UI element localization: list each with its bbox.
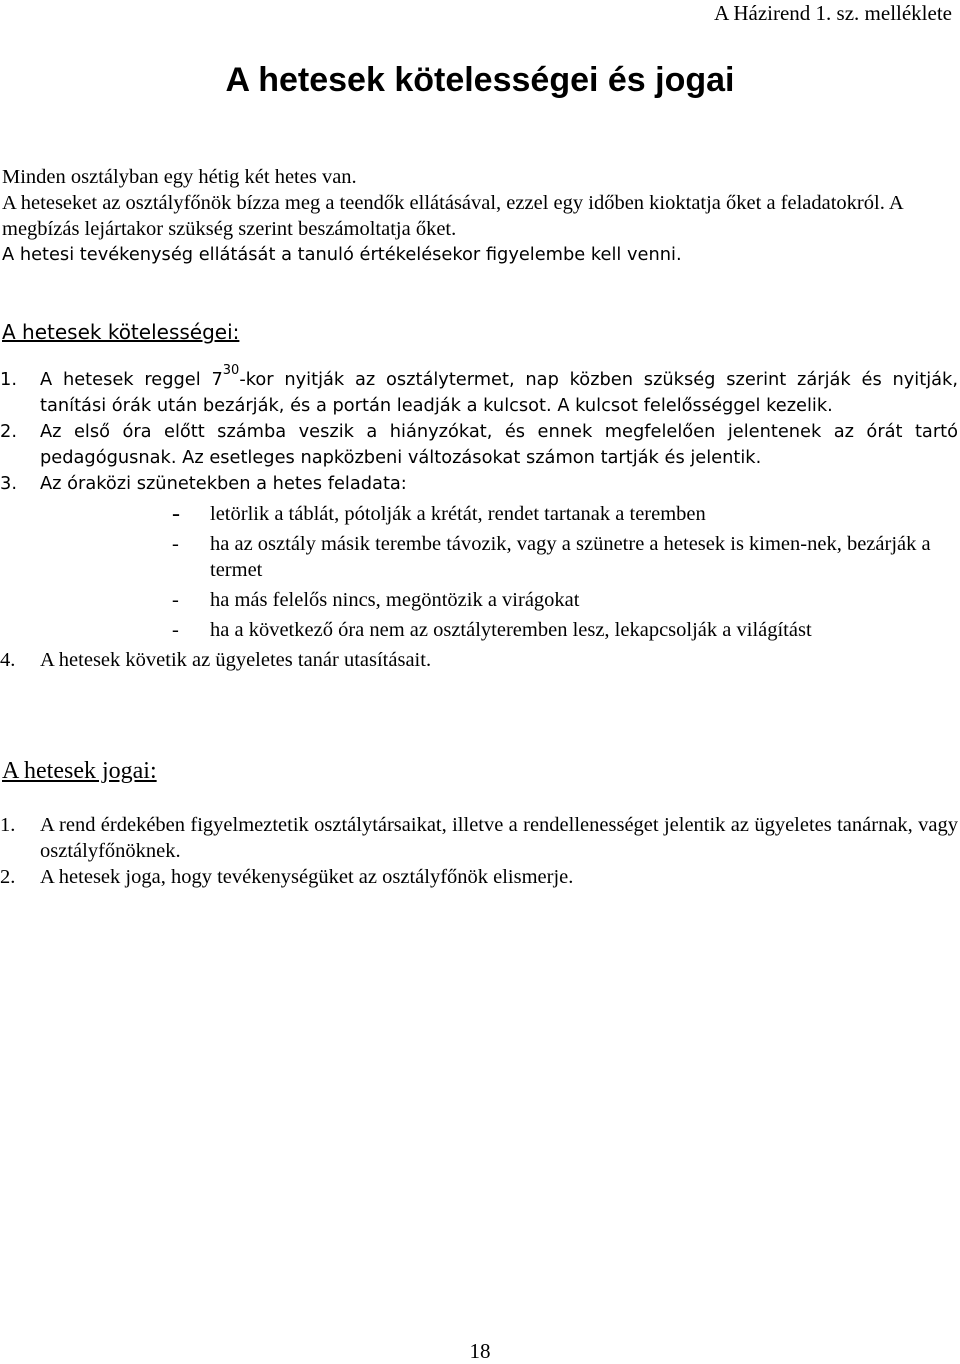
item-number: 1.	[0, 369, 17, 390]
section-heading-rights: A hetesek jogai:	[2, 758, 157, 784]
time-superscript: 30	[222, 363, 240, 379]
item-text: Az óraközi szünetekben a hetes feladata:	[40, 473, 407, 494]
dash-bullet: -	[172, 533, 179, 555]
duties-list	[0, 363, 960, 673]
sub-item-text: ha a következő óra nem az osztályteremben lesz, lekapcsolják a világítást	[210, 619, 812, 641]
sublist-container	[0, 501, 960, 643]
sub-list-item	[0, 617, 958, 643]
item-text: A rend érdekében figyelmeztetik osztálytársaikat, illetve a rendellenességet jelentik az ügyeletes tanárnak, vagy osztályfőnöknek.	[40, 814, 958, 862]
sub-item-text: ha más felelős nincs, megöntözik a virágokat	[210, 589, 580, 611]
intro-line-1: Minden osztályban egy hétig két hetes van.	[2, 166, 357, 188]
list-item	[0, 647, 960, 673]
list-item	[0, 812, 960, 864]
item-text: Az első óra előtt számba veszik a hiányzókat, és ennek megfelelően jelentenek az órát tartó pedagógusnak. Az esetleges napközbeni változásokat számon tartják és jelentik.	[40, 421, 958, 468]
dash-bullet: -	[172, 619, 179, 641]
list-item	[0, 864, 960, 890]
item-number: 3.	[0, 473, 17, 494]
item-number: 2.	[0, 421, 17, 442]
header-note: A Házirend 1. sz. melléklete	[714, 1, 952, 25]
break-duties-sublist	[0, 501, 958, 643]
intro-block	[2, 164, 952, 268]
intro-line-2: A heteseket az osztályfőnök bízza meg a teendők ellátásával, ezzel egy időben kioktatja őket a feladatokról. A megbízás lejártakor szükség szerint beszámoltatja őket.	[2, 192, 903, 240]
page-number: 18	[469, 1339, 491, 1363]
item-number: 1.	[0, 814, 16, 836]
rights-list	[0, 812, 960, 890]
item-number: 4.	[0, 649, 16, 671]
list-item	[0, 471, 960, 497]
item-text: A hetesek joga, hogy tevékenységüket az osztályfőnök elismerje.	[40, 866, 574, 888]
sub-item-text: letörlik a táblát, pótolják a krétát, rendet tartanak a teremben	[210, 503, 706, 525]
item-number: 2.	[0, 866, 16, 888]
sub-list-item	[0, 587, 958, 613]
intro-line-3: A hetesi tevékenység ellátását a tanuló értékelésekor figyelembe kell venni.	[2, 244, 682, 265]
list-item	[0, 363, 960, 419]
page-title	[0, 58, 960, 102]
sub-list-item	[0, 531, 958, 583]
section-heading-duties: A hetesek kötelességei:	[2, 320, 240, 344]
item-text: A hetesek követik az ügyeletes tanár utasításait.	[40, 649, 432, 671]
page-title-text: A hetesek kötelességei és jogai	[225, 61, 735, 99]
dash-bullet: -	[172, 589, 179, 611]
sub-list-item	[0, 501, 958, 527]
list-item	[0, 419, 960, 471]
item-text-pre: A hetesek reggel 7	[40, 369, 223, 390]
item-text-post: -kor nyitják az osztálytermet, nap közben szükség szerint zárják és nyitják, tanítási órák után bezárják, és a portán leadják a kulcsot. A kulcsot felelősséggel kezelik.	[40, 369, 958, 416]
sub-item-text: ha az osztály másik terembe távozik, vagy a szünetre a hetesek is kimen-nek, bezárják a termet	[210, 533, 931, 581]
dash-bullet: -	[172, 501, 180, 527]
